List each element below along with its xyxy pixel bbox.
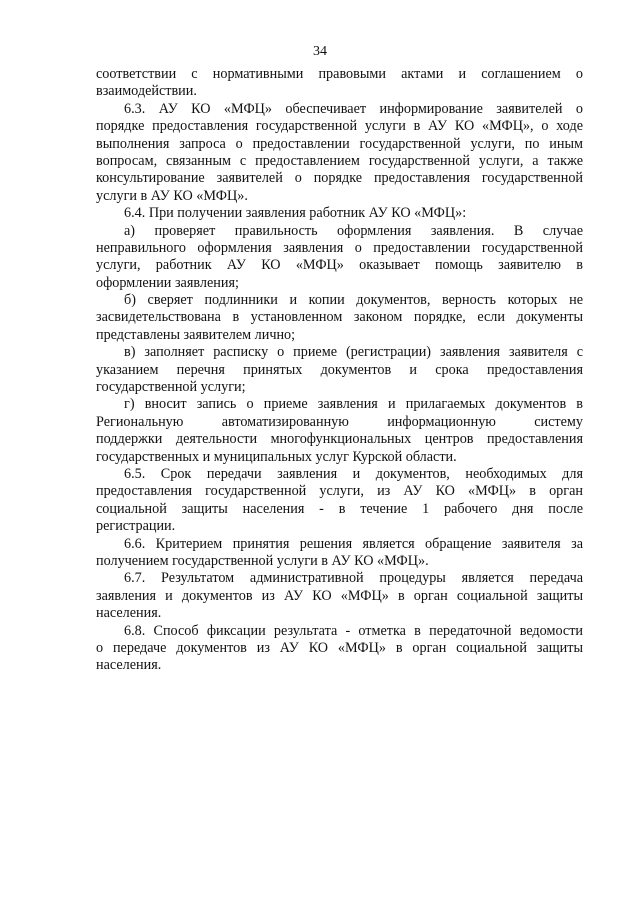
- text-line: населения.: [96, 605, 162, 622]
- text-line: консультирование заявителей о порядке предоставления государственной: [96, 170, 583, 187]
- text-line: предоставления государственной услуги, из АУ КО «МФЦ» в орган: [96, 483, 583, 500]
- text-line: услуги в АУ КО «МФЦ».: [96, 187, 248, 204]
- text-line: 6.7. Результатом административной процедуры является передача: [124, 570, 583, 587]
- text-line: социальной защиты населения - в течение 1 рабочего дня после: [96, 500, 583, 517]
- text-line: вопросам, связанным с предоставлением государственной услуги, а также: [96, 152, 583, 169]
- text-line: оформлении заявления;: [96, 274, 239, 291]
- text-line: получением государственной услуги в АУ КО «МФЦ».: [96, 552, 429, 569]
- text-line: в) заполняет расписку о приеме (регистрации) заявления заявителя с: [124, 344, 583, 361]
- text-line: соответствии с нормативными правовыми актами и соглашением о: [96, 66, 583, 82]
- text-line: б) сверяет подлинники и копии документов, верность которых не: [124, 292, 583, 309]
- text-line: поддержки деятельности многофункциональных центров предоставления: [96, 431, 583, 448]
- text-line: заявления и документов из АУ КО «МФЦ» в орган социальной защиты: [96, 587, 583, 604]
- text-line: 6.3. АУ КО «МФЦ» обеспечивает информирование заявителей о: [124, 100, 583, 117]
- text-line: взаимодействии.: [96, 83, 197, 100]
- text-line: Региональную автоматизированную информационную систему: [96, 413, 583, 430]
- text-line: государственных и муниципальных услуг Курской области.: [96, 448, 457, 465]
- text-line: регистрации.: [96, 518, 176, 535]
- text-line: населения.: [96, 657, 162, 674]
- text-line: 6.6. Критерием принятия решения является обращение заявителя за: [124, 535, 583, 552]
- text-line: 6.5. Срок передачи заявления и документов, необходимых для: [124, 465, 583, 482]
- text-line: 6.8. Способ фиксации результата - отметка в передаточной ведомости: [124, 622, 583, 639]
- text-line: указанием перечня принятых документов и срока предоставления: [96, 361, 583, 378]
- page-number: 34: [313, 44, 327, 59]
- text-line: порядке предоставления государственной услуги в АУ КО «МФЦ», о ходе: [96, 118, 583, 135]
- text-line: представлены заявителем лично;: [96, 326, 296, 343]
- text-line: а) проверяет правильность оформления заявления. В случае: [124, 222, 583, 239]
- text-line: услуги, работник АУ КО «МФЦ» оказывает помощь заявителю в: [96, 257, 583, 274]
- text-line: неправильного оформления заявления о предоставлении государственной: [96, 239, 583, 256]
- text-line: о передаче документов из АУ КО «МФЦ» в орган социальной защиты: [96, 639, 583, 656]
- document-body: [96, 66, 583, 675]
- text-line: г) вносит запись о приеме заявления и прилагаемых документов в: [124, 396, 583, 413]
- text-line: выполнения запроса о предоставлении государственной услуги, по иным: [96, 135, 583, 152]
- text-line: засвидетельствована в установленном законом порядке, если документы: [96, 309, 583, 326]
- text-line: государственной услуги;: [96, 379, 246, 396]
- text-line: 6.4. При получении заявления работник АУ КО «МФЦ»:: [124, 205, 467, 222]
